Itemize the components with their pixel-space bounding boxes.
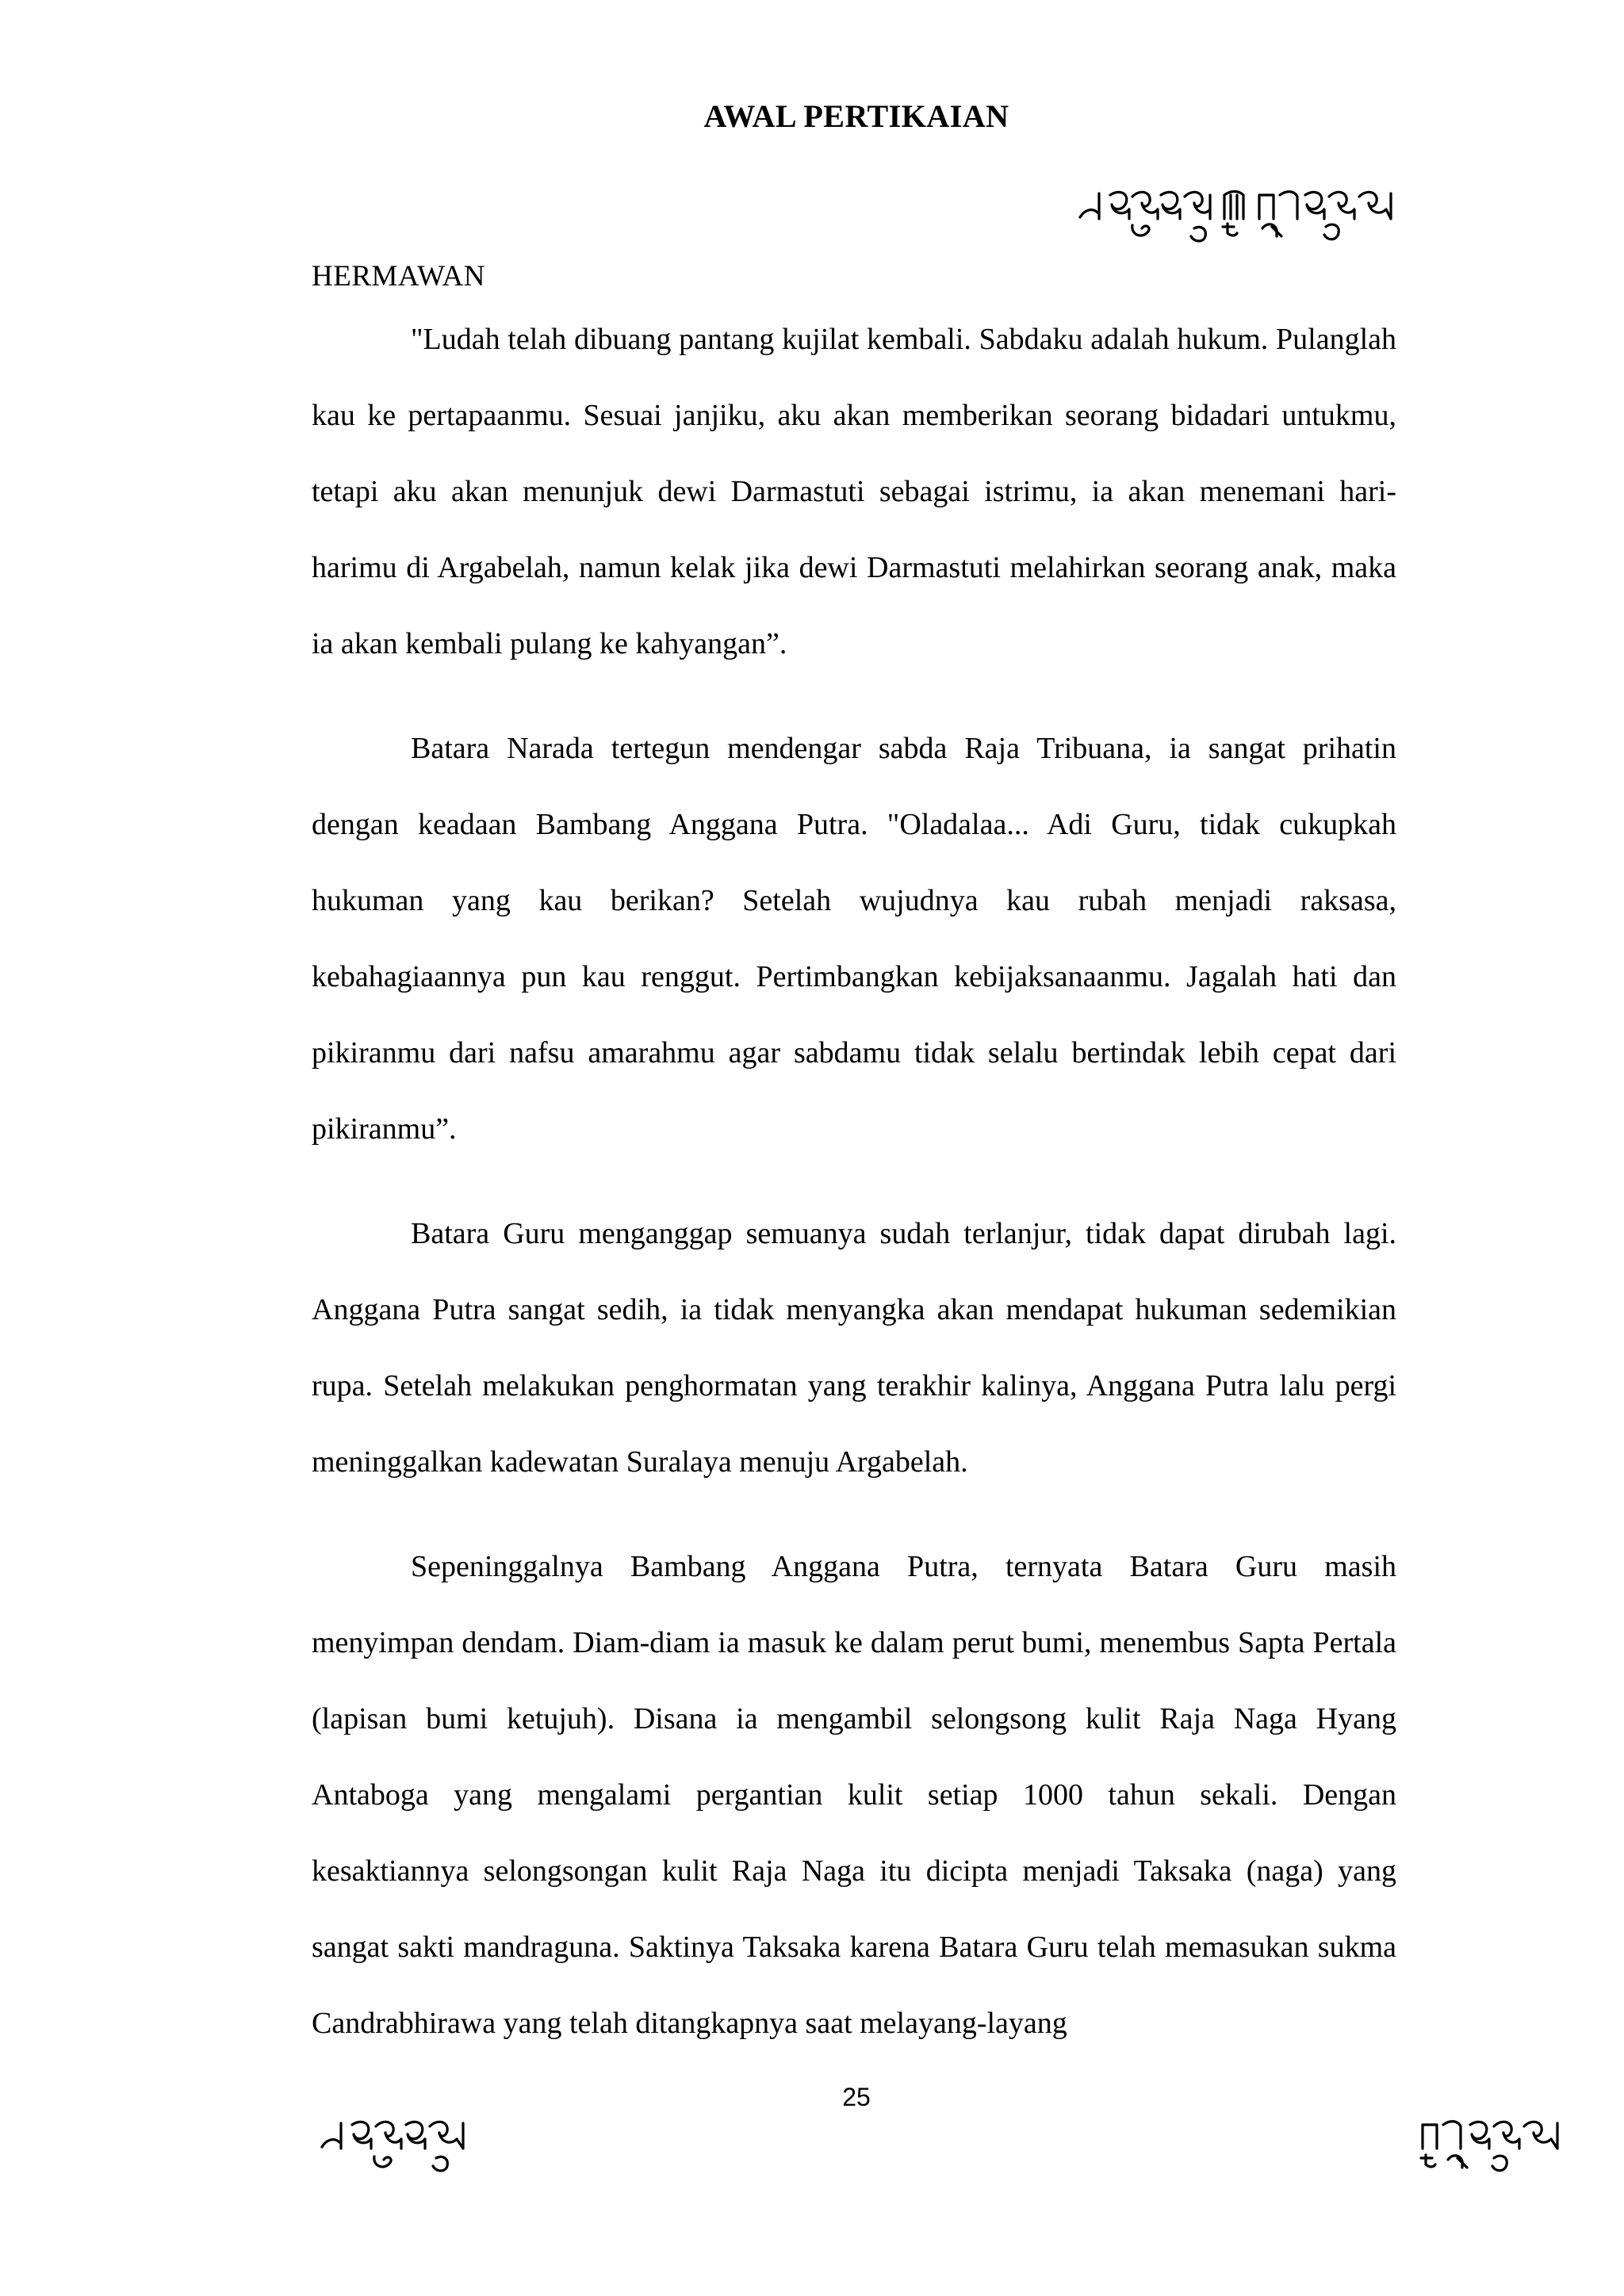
page-number: 25: [842, 2083, 871, 2111]
paragraph-3: Batara Guru menganggap semuanya sudah terlanjur, tidak dapat dirubah lagi. Anggana Putra sangat sedih, ia tidak menyangka akan mendapat hukuman sedemikian rupa. Setelah melakukan penghormatan yang terakhir kalinya, Anggana Putra lalu pergi meninggalkan kadewatan Suralaya menuju Argabelah.: [312, 1217, 1396, 1479]
story-text: [312, 301, 1396, 2061]
paragraph-2: Batara Narada tertegun mendengar sabda Raja Tribuana, ia sangat prihatin dengan keadaan Bambang Anggana Putra. "Oladalaa... Adi Guru, tidak cukupkah hukuman yang kau berikan? Setelah wujudnya kau rubah menjadi raksasa, kebahagiaannya pun kau renggut. Pertimbangkan kebijaksanaanmu. Jagalah hati dan pikiranmu dari nafsu amarahmu agar sabdamu tidak selalu bertindak lebih cepat dari pikiranmu”.: [312, 732, 1396, 1146]
paragraph-1: "Ludah telah dibuang pantang kujilat kembali. Sabdaku adalah hukum. Pulanglah kau ke pertapaanmu. Sesuai janjiku, aku akan memberikan seorang bidadari untukmu, tetapi aku akan menunjuk dewi Darmastuti sebagai istrimu, ia akan menemani hari-harimu di Argabelah, namun kelak jika dewi Darmastuti melahirkan seorang anak, maka ia akan kembali pulang ke kahyangan”.: [312, 323, 1396, 660]
page-title: AWAL PERTIKAIAN: [703, 98, 1009, 134]
speaker-name: HERMAWAN: [312, 260, 485, 293]
javanese-script-footer-right-icon: [1416, 2115, 1575, 2179]
paragraph-4: Sepeninggalnya Bambang Anggana Putra, ternyata Batara Guru masih menyimpan dendam. Diam-diam ia masuk ke dalam perut bumi, menembus Sapta Pertala (lapisan bumi ketujuh). Disana ia mengambil selongsong kulit Raja Naga Hyang Antaboga yang mengalami pergantian kulit setiap 1000 tahun sekali. Dengan kesaktiannya selongsongan kulit Raja Naga itu dicipta menjadi Taksaka (naga) yang sangat sakti mandraguna. Saktinya Taksaka karena Batara Guru telah memasukan sukma Candrabhirawa yang telah ditangkapnya saat melayang-layang: [312, 1550, 1396, 2040]
javanese-script-footer-left-icon: [317, 2115, 500, 2179]
javanese-script-header-icon: [1075, 184, 1400, 251]
